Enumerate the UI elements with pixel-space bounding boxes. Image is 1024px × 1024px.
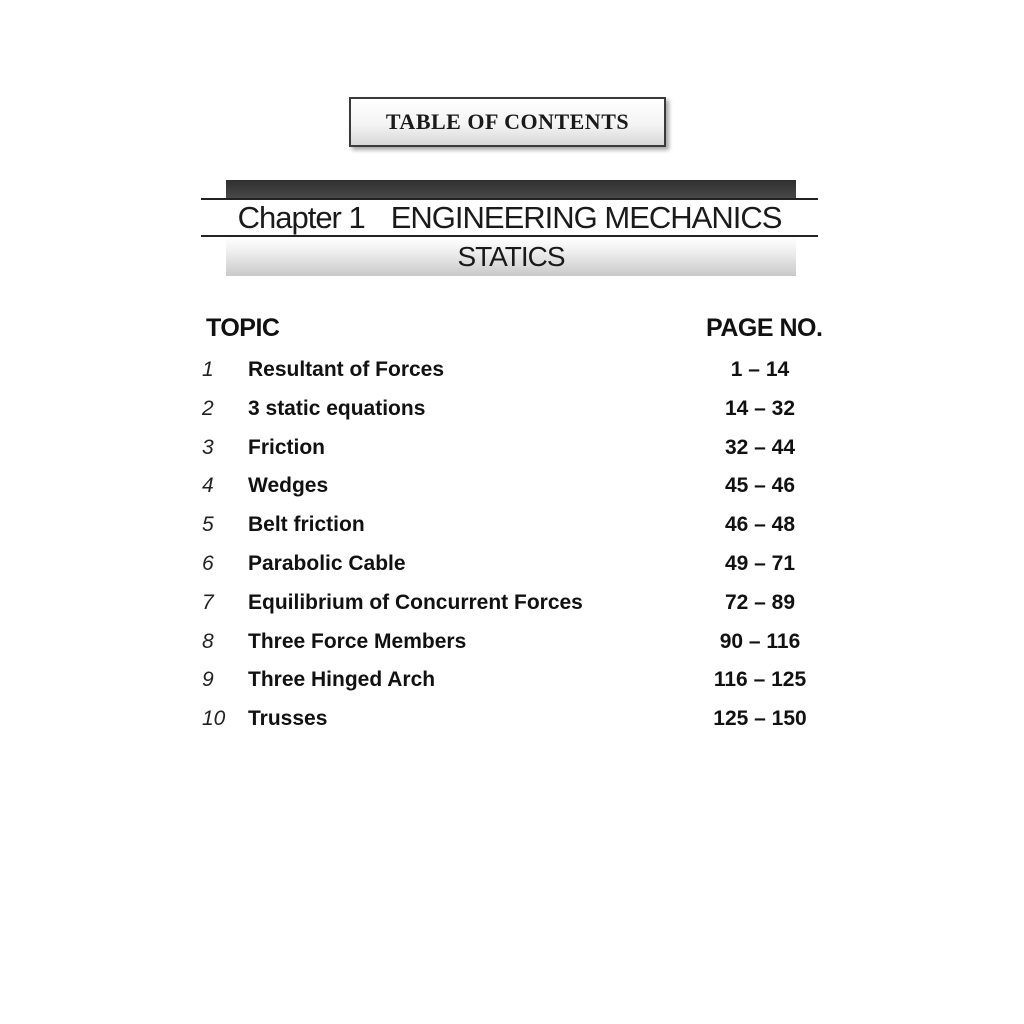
- toc-row-number: 7: [202, 590, 214, 614]
- toc-row-topic: Three Force Members: [248, 629, 467, 653]
- toc-row-pages: 72 – 89: [724, 590, 796, 614]
- toc-row-topic: Equilibrium of Concurrent Forces: [248, 590, 583, 614]
- toc-row-number: 5: [202, 513, 214, 537]
- toc-row-number: 4: [202, 474, 214, 498]
- toc-row-pages: 32 – 44: [724, 435, 796, 459]
- page-column-header: PAGE NO.: [706, 314, 823, 342]
- toc-row-topic: Parabolic Cable: [248, 551, 406, 575]
- chapter-number: Chapter 1: [237, 199, 365, 235]
- toc-row-pages: 1 – 14: [730, 358, 790, 381]
- toc-row-topic: Resultant of Forces: [248, 358, 445, 381]
- toc-row-number: 2: [202, 396, 214, 420]
- toc-list: [0, 352, 1024, 740]
- chapter-top-bar: [226, 180, 796, 199]
- toc-row: [0, 624, 1024, 663]
- toc-row: [0, 585, 1024, 624]
- toc-row: [0, 468, 1024, 507]
- toc-row: [0, 352, 1024, 391]
- toc-row-pages: 90 – 116: [719, 629, 801, 653]
- toc-row-pages: 116 – 125: [713, 668, 807, 692]
- toc-row: [0, 430, 1024, 469]
- chapter-subtitle: STATICS: [457, 240, 565, 272]
- toc-title-box: [349, 97, 666, 147]
- toc-row-number: 1: [202, 358, 214, 381]
- toc-row-topic: Belt friction: [248, 513, 365, 537]
- toc-row: [0, 507, 1024, 546]
- toc-row-topic: Three Hinged Arch: [248, 668, 436, 692]
- toc-row: [0, 546, 1024, 585]
- toc-row-topic: Friction: [248, 435, 325, 459]
- toc-row-pages: 46 – 48: [724, 513, 796, 537]
- toc-row-pages: 125 – 150: [713, 707, 807, 731]
- chapter-title: ENGINEERING MECHANICS: [390, 199, 782, 235]
- topic-column-header: TOPIC: [206, 314, 280, 342]
- toc-row: [0, 391, 1024, 430]
- toc-row-topic: Wedges: [248, 474, 329, 498]
- toc-row-pages: 14 – 32: [724, 396, 796, 420]
- toc-row-number: 8: [202, 629, 214, 653]
- toc-row-topic: 3 static equations: [248, 396, 426, 420]
- toc-row: [0, 701, 1024, 740]
- toc-row: [0, 662, 1024, 701]
- chapter-heading: [201, 200, 818, 235]
- toc-title: TABLE OF CONTENTS: [385, 109, 630, 134]
- toc-row-number: 3: [202, 435, 214, 459]
- toc-row-pages: 49 – 71: [724, 551, 796, 575]
- toc-row-pages: 45 – 46: [724, 474, 796, 498]
- toc-row-number: 6: [202, 551, 214, 575]
- toc-row-number: 9: [202, 668, 214, 692]
- toc-row-topic: Trusses: [248, 707, 328, 731]
- toc-row-number: 10: [202, 707, 226, 731]
